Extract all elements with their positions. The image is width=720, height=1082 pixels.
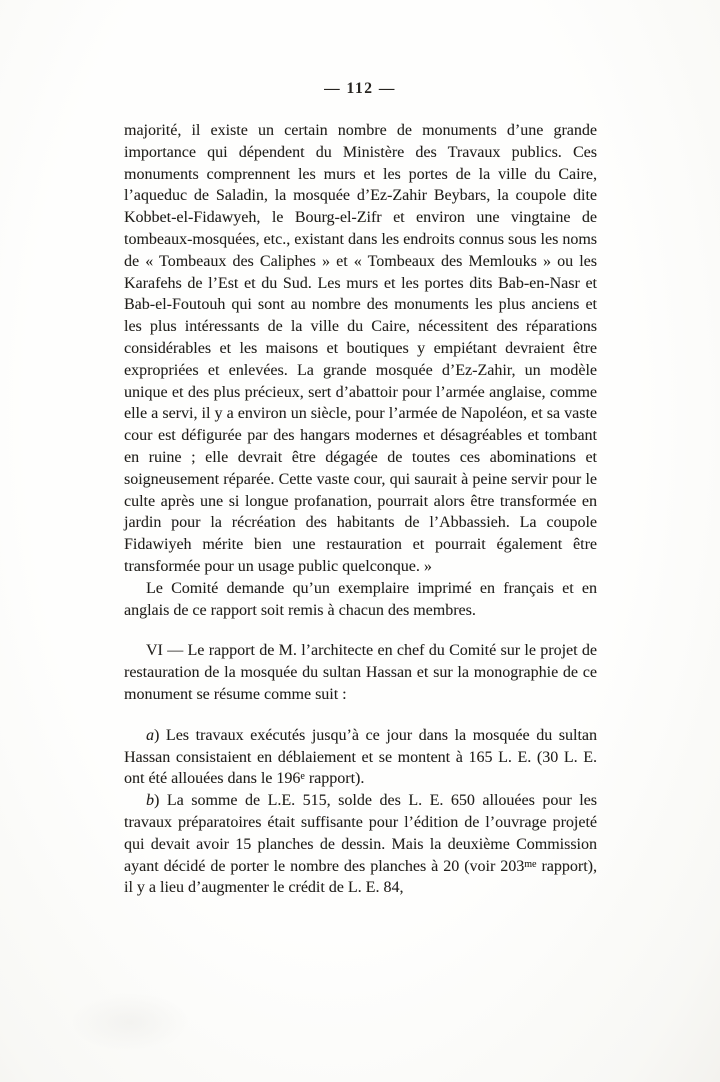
scan-smudge <box>70 992 190 1052</box>
superscript: e <box>300 771 305 783</box>
paragraph <box>124 578 597 622</box>
text-run: VI — Le rapport de M. l’architecte en chef du Comité sur le projet de restauration de la mosquée du sultan Hassan et sur la monographie de ce monument se résume comme suit : <box>124 642 597 703</box>
text-run: Le Comité demande qu’un exemplaire imprimé en français et en anglais de ce rapport soit remis à chacun des membres. <box>124 579 597 619</box>
text-run: rapport), il y a lieu d’augmenter le crédit de L. E. 84, <box>124 857 597 897</box>
text-run: ) Les travaux exécutés jusqu’à ce jour dans la mosquée du sultan Hassan consistaient en déblaiement et se montent à 165 L. E. (30 L. E. ont été allouées dans le 196 <box>124 726 597 788</box>
text-run: majorité, il existe un certain nombre de monuments d’une grande importance qui dépendent du Ministère des Travaux publics. Ces monuments comprennent les murs et les portes de la ville du Caire, l’aqueduc de Saladin, la mosquée d’Ez-Zahir Beybars, la coupole dite Kobbet-el-Fidawyeh, le Bourg-el-Zifr et environ une vingtaine de tombeaux-mosquées, etc., existant dans les endroits connus sous les noms de « Tombeaux des Caliphes » et « Tombeaux des Memlouks » ou les Karafehs de l’Est et du Sud. Les murs et les portes dits Bab-en-Nasr et Bab-el-Foutouh qui sont au nombre des monuments les plus anciens et les plus intéressants de la ville du Caire, nécessitent des réparations considérables et les maisons et boutiques y empiétant devraient être expropriées et enlevées. La grande mosquée d’Ez-Zahir, un modèle unique et des plus précieux, sert d’abattoir pour l’armée anglaise, comme elle a servi, il y a environ un siècle, pour l’armée de Napoléon, et sa vaste cour est défigurée par des hangars modernes et désagréables et tombant en ruine ; elle devrait être dégagée de toutes ces abominations et soigneusement réparée. Cette vaste cour, qui saurait à peine servir pour le culte après une si longue profanation, pourrait alors être transformée en jardin pour la récréation des habitants de l’Abbassieh. La coupole Fidawiyeh mérite bien une restauration et pourrait également être transformée pour un usage public quelconque. » <box>124 122 597 575</box>
paragraph <box>124 790 597 899</box>
text-run: b <box>146 792 154 810</box>
text-run: a <box>146 726 154 744</box>
page-number: — 112 — <box>324 80 396 97</box>
text-run: ) La somme de L.E. 515, solde des L. E. 650 allouées pour les travaux préparatoires était suffisante pour l’édition de l’ouvrage projeté qui devait avoir 15 planches de dessin. Mais la deuxième Commission ayant décidé de porter le nombre des planches à 20 (voir 203 <box>124 792 597 875</box>
superscript: me <box>524 858 537 870</box>
paragraph <box>124 120 597 578</box>
paragraph <box>124 725 597 790</box>
text-block <box>124 120 597 899</box>
paragraph <box>124 640 597 705</box>
text-run: rapport). <box>304 770 365 788</box>
